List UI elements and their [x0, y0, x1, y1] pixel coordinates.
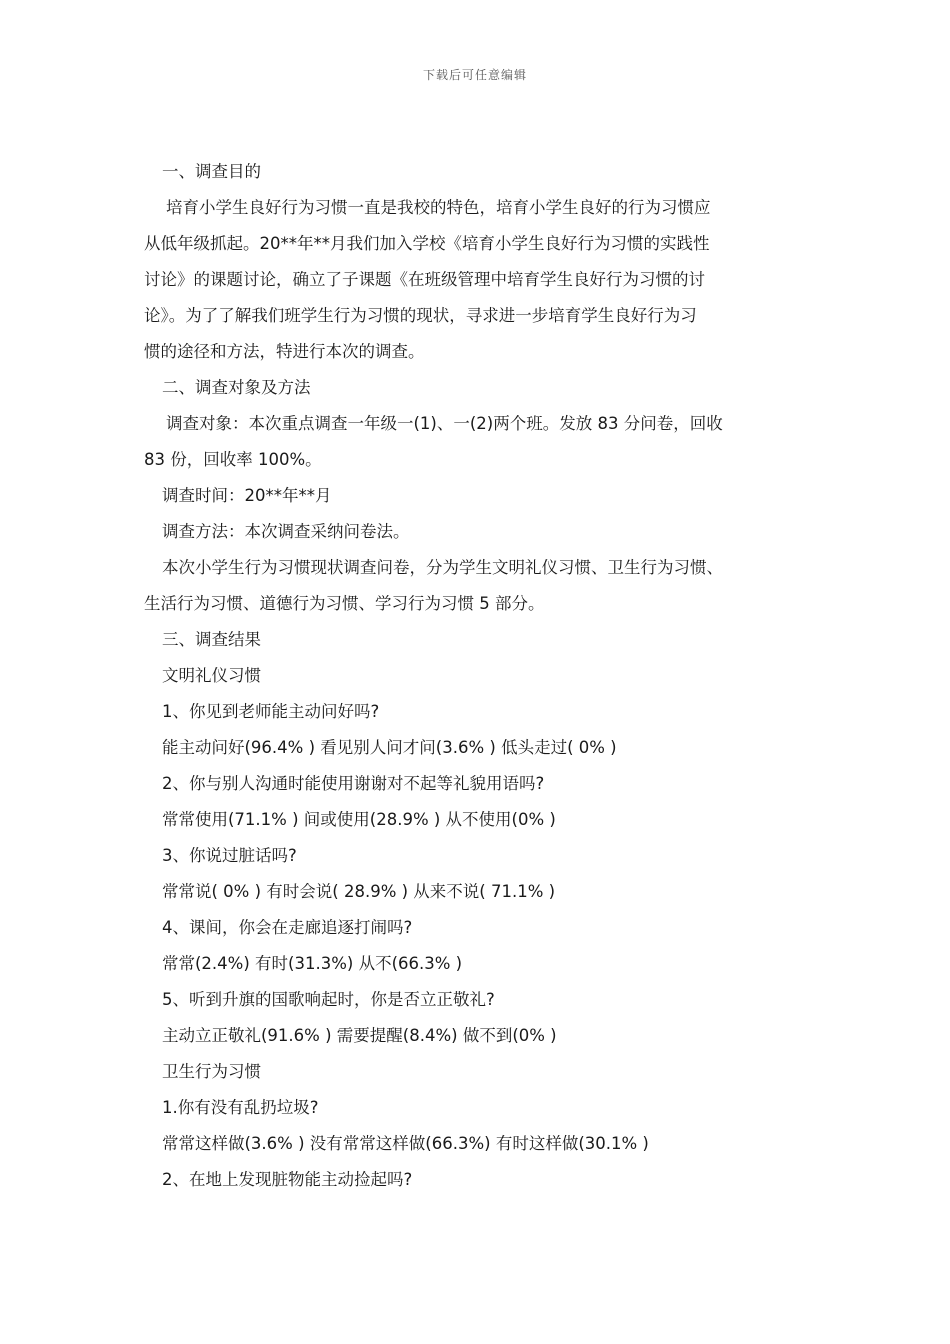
answer-line: 主动立正敬礼(91.6% ) 需要提醒(8.4%) 做不到(0% )	[162, 1026, 557, 1045]
subsection-heading: 卫生行为习惯	[162, 1062, 261, 1081]
answer-line: 常常这样做(3.6% ) 没有常常这样做(66.3%) 有时这样做(30.1% )	[162, 1134, 649, 1153]
question-line: 2、你与别人沟通时能使用谢谢对不起等礼貌用语吗?	[162, 774, 545, 793]
question-line: 5、听到升旗的国歌响起时，你是否立正敬礼?	[162, 990, 495, 1009]
answer-line: 能主动问好(96.4% ) 看见别人问才问(3.6% ) 低头走过( 0% )	[162, 738, 617, 757]
paragraph-line: 培育小学生良好行为习惯一直是我校的特色，培育小学生良好的行为习惯应	[166, 198, 711, 217]
paragraph-line: 从低年级抓起。20**年**月我们加入学校《培育小学生良好行为习惯的实践性	[144, 234, 710, 253]
paragraph-line: 讨论》的课题讨论，确立了子课题《在班级管理中培育学生良好行为习惯的讨	[144, 270, 705, 289]
paragraph-line: 调查时间：20**年**月	[162, 486, 332, 505]
question-line: 4、课间，你会在走廊追逐打闹吗?	[162, 918, 413, 937]
question-line: 1.你有没有乱扔垃圾?	[162, 1098, 319, 1117]
subsection-heading: 文明礼仪习惯	[162, 666, 261, 685]
section-heading-results: 三、调查结果	[162, 630, 261, 649]
answer-line: 常常(2.4%) 有时(31.3%) 从不(66.3% )	[162, 954, 463, 973]
answer-line: 常常说( 0% ) 有时会说( 28.9% ) 从来不说( 71.1% )	[162, 882, 556, 901]
page-header: 下载后可任意编辑	[422, 68, 527, 82]
question-line: 2、在地上发现脏物能主动捡起吗?	[162, 1170, 413, 1189]
paragraph-line: 调查对象：本次重点调查一年级一(1)、一(2)两个班。发放 83 分问卷，回收	[166, 414, 723, 433]
section-heading-purpose: 一、调查目的	[162, 162, 261, 181]
question-line: 1、你见到老师能主动问好吗?	[162, 702, 380, 721]
section-heading-subjects: 二、调查对象及方法	[162, 378, 311, 397]
document-body	[144, 154, 824, 1198]
question-line: 3、你说过脏话吗?	[162, 846, 297, 865]
paragraph-line: 生活行为习惯、道德行为习惯、学习行为习惯 5 部分。	[144, 594, 545, 613]
paragraph-line: 惯的途径和方法，特进行本次的调查。	[144, 342, 425, 361]
paragraph-line: 本次小学生行为习惯现状调查问卷，分为学生文明礼仪习惯、卫生行为习惯、	[162, 558, 723, 577]
paragraph-line: 调查方法：本次调查采纳问卷法。	[162, 522, 410, 541]
answer-line: 常常使用(71.1% ) 间或使用(28.9% ) 从不使用(0% )	[162, 810, 556, 829]
paragraph-line: 论》。为了了解我们班学生行为习惯的现状，寻求进一步培育学生良好行为习	[144, 306, 697, 325]
paragraph-line: 83 份，回收率 100%。	[144, 450, 322, 469]
